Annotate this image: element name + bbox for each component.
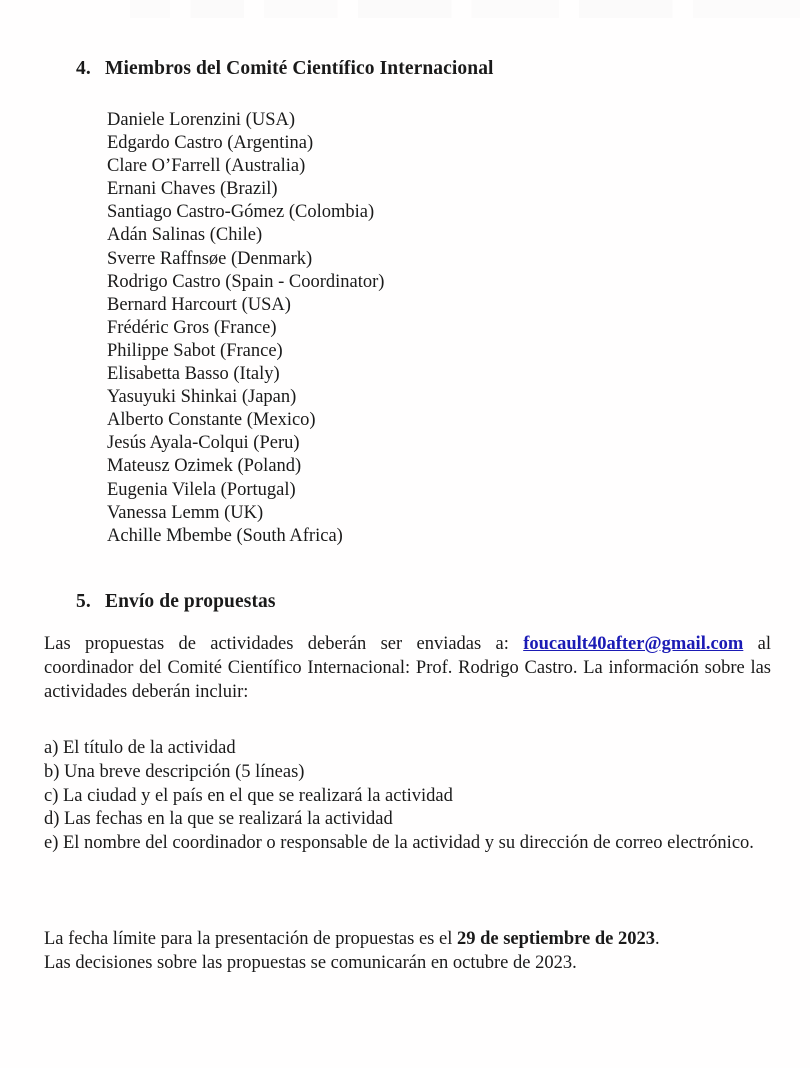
list-item: Rodrigo Castro (Spain - Coordinator) <box>107 271 385 292</box>
requirement-item-a: a) El título de la actividad <box>44 738 236 758</box>
section-heading-4 <box>76 58 494 80</box>
list-item: Sverre Raffnsøe (Denmark) <box>107 248 313 269</box>
requirements-list <box>44 737 771 856</box>
list-item: Yasuyuki Shinkai (Japan) <box>107 387 297 408</box>
submission-text-after-email: al coordinador del Comité Científico Internacional: Prof. Rodrigo Castro. La información sobre las actividades deberán incluir: <box>44 634 771 702</box>
list-item: Bernard Harcourt (USA) <box>107 294 291 315</box>
list-item: Clare O’Farrell (Australia) <box>107 156 306 177</box>
list-item: Adán Salinas (Chile) <box>107 225 263 246</box>
list-item: Vanessa Lemm (UK) <box>107 502 264 523</box>
scan-artifact <box>130 0 800 18</box>
email-link[interactable]: foucault40after@gmail.com <box>523 634 744 654</box>
committee-member-list <box>107 109 384 548</box>
list-item: Santiago Castro-Gómez (Colombia) <box>107 202 375 223</box>
decisions-sentence: Las decisiones sobre las propuestas se comunicarán en octubre de 2023. <box>44 952 577 973</box>
deadline-date: 29 de septiembre de 2023 <box>456 929 655 949</box>
requirement-item-d: d) Las fechas en la que se realizará la actividad <box>44 809 393 830</box>
deadline-paragraph <box>44 928 771 976</box>
requirement-item-b: b) Una breve descripción (5 líneas) <box>44 761 305 782</box>
submission-text-before-email: Las propuestas de actividades deberán ser enviadas a: <box>44 634 524 654</box>
deadline-prefix: La fecha límite para la presentación de propuestas es el <box>44 929 457 949</box>
list-item: Alberto Constante (Mexico) <box>107 410 316 431</box>
deadline-sentence <box>44 928 771 952</box>
list-item: Eugenia Vilela (Portugal) <box>107 479 296 500</box>
submission-paragraph <box>44 633 771 704</box>
requirement-item-c: c) La ciudad y el país en el que se realizará la actividad <box>44 785 453 806</box>
list-item: Jesús Ayala-Colqui (Peru) <box>107 433 300 454</box>
list-item: Mateusz Ozimek (Poland) <box>107 456 302 477</box>
list-item: Ernani Chaves (Brazil) <box>107 179 278 200</box>
section-number: 4. <box>76 58 91 79</box>
list-item: Philippe Sabot (France) <box>107 340 283 361</box>
section-title: Envío de propuestas <box>105 591 276 612</box>
section-number: 5. <box>76 591 91 612</box>
list-item: Edgardo Castro (Argentina) <box>107 133 314 154</box>
list-item: Achille Mbembe (South Africa) <box>107 525 343 546</box>
list-item: Elisabetta Basso (Italy) <box>107 364 280 385</box>
list-item: Frédéric Gros (France) <box>107 317 277 338</box>
requirement-item-e: e) El nombre del coordinador o responsable de la actividad y su dirección de correo electrónico. <box>44 833 754 854</box>
list-item: Daniele Lorenzini (USA) <box>107 110 296 130</box>
section-heading-5 <box>76 591 276 613</box>
deadline-suffix: . <box>654 929 660 949</box>
section-title: Miembros del Comité Científico Internacional <box>105 58 494 79</box>
